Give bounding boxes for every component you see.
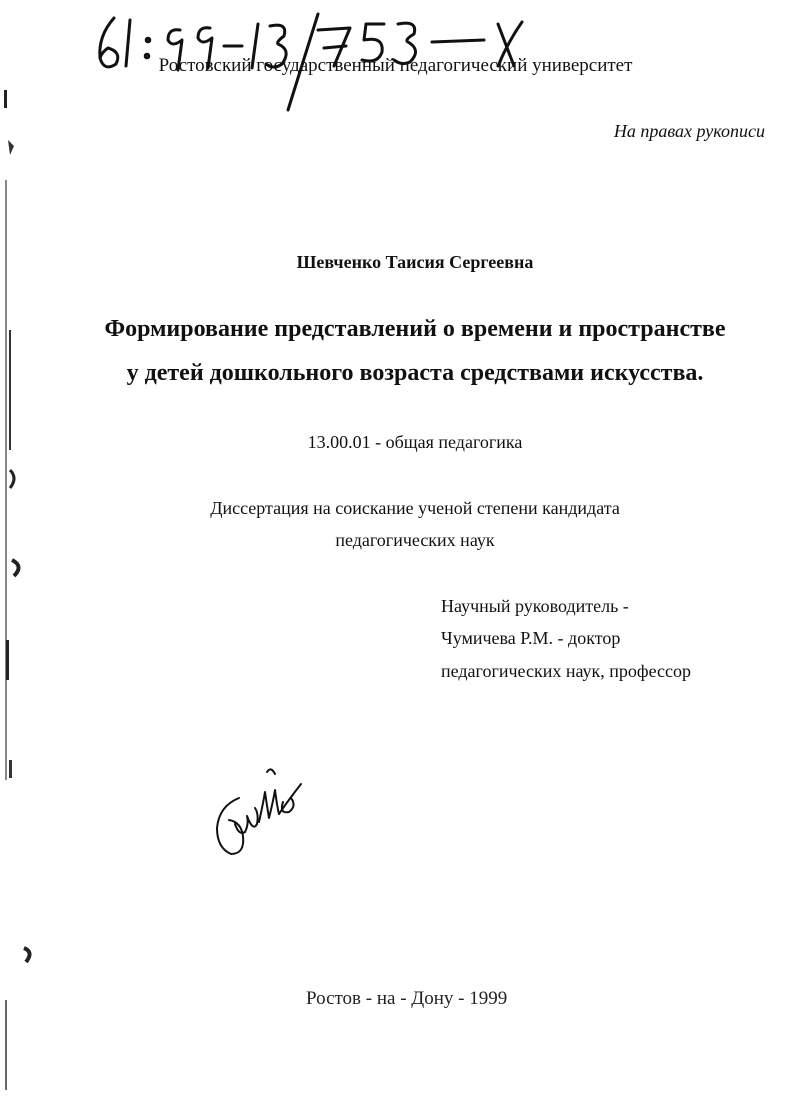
supervisor-line-2: Чумичева Р.М. - доктор — [441, 628, 621, 648]
city-year: Ростов - на - Дону - 1999 — [306, 988, 508, 1009]
title-line-1: Формирование представлений о времени и пространстве — [104, 316, 726, 342]
author-name: Шевченко Таисия Сергеевна — [296, 252, 534, 272]
title-line-2: у детей дошкольного возраста средствами искусства. — [126, 360, 704, 386]
university-name: Ростовский государственный педагогический университет — [158, 55, 633, 76]
rights-note: На правах рукописи — [613, 121, 765, 141]
supervisor-line-3: педагогических наук, профессор — [441, 661, 692, 681]
dissertation-line-1: Диссертация на соискание ученой степени кандидата — [210, 498, 620, 518]
scan-edge-artifacts — [0, 0, 32, 1110]
specialty-code: 13.00.01 - общая педагогика — [307, 432, 523, 452]
dissertation-line-2: педагогических наук — [335, 530, 495, 550]
signature — [205, 762, 315, 862]
supervisor-line-1: Научный руководитель - — [441, 596, 629, 616]
